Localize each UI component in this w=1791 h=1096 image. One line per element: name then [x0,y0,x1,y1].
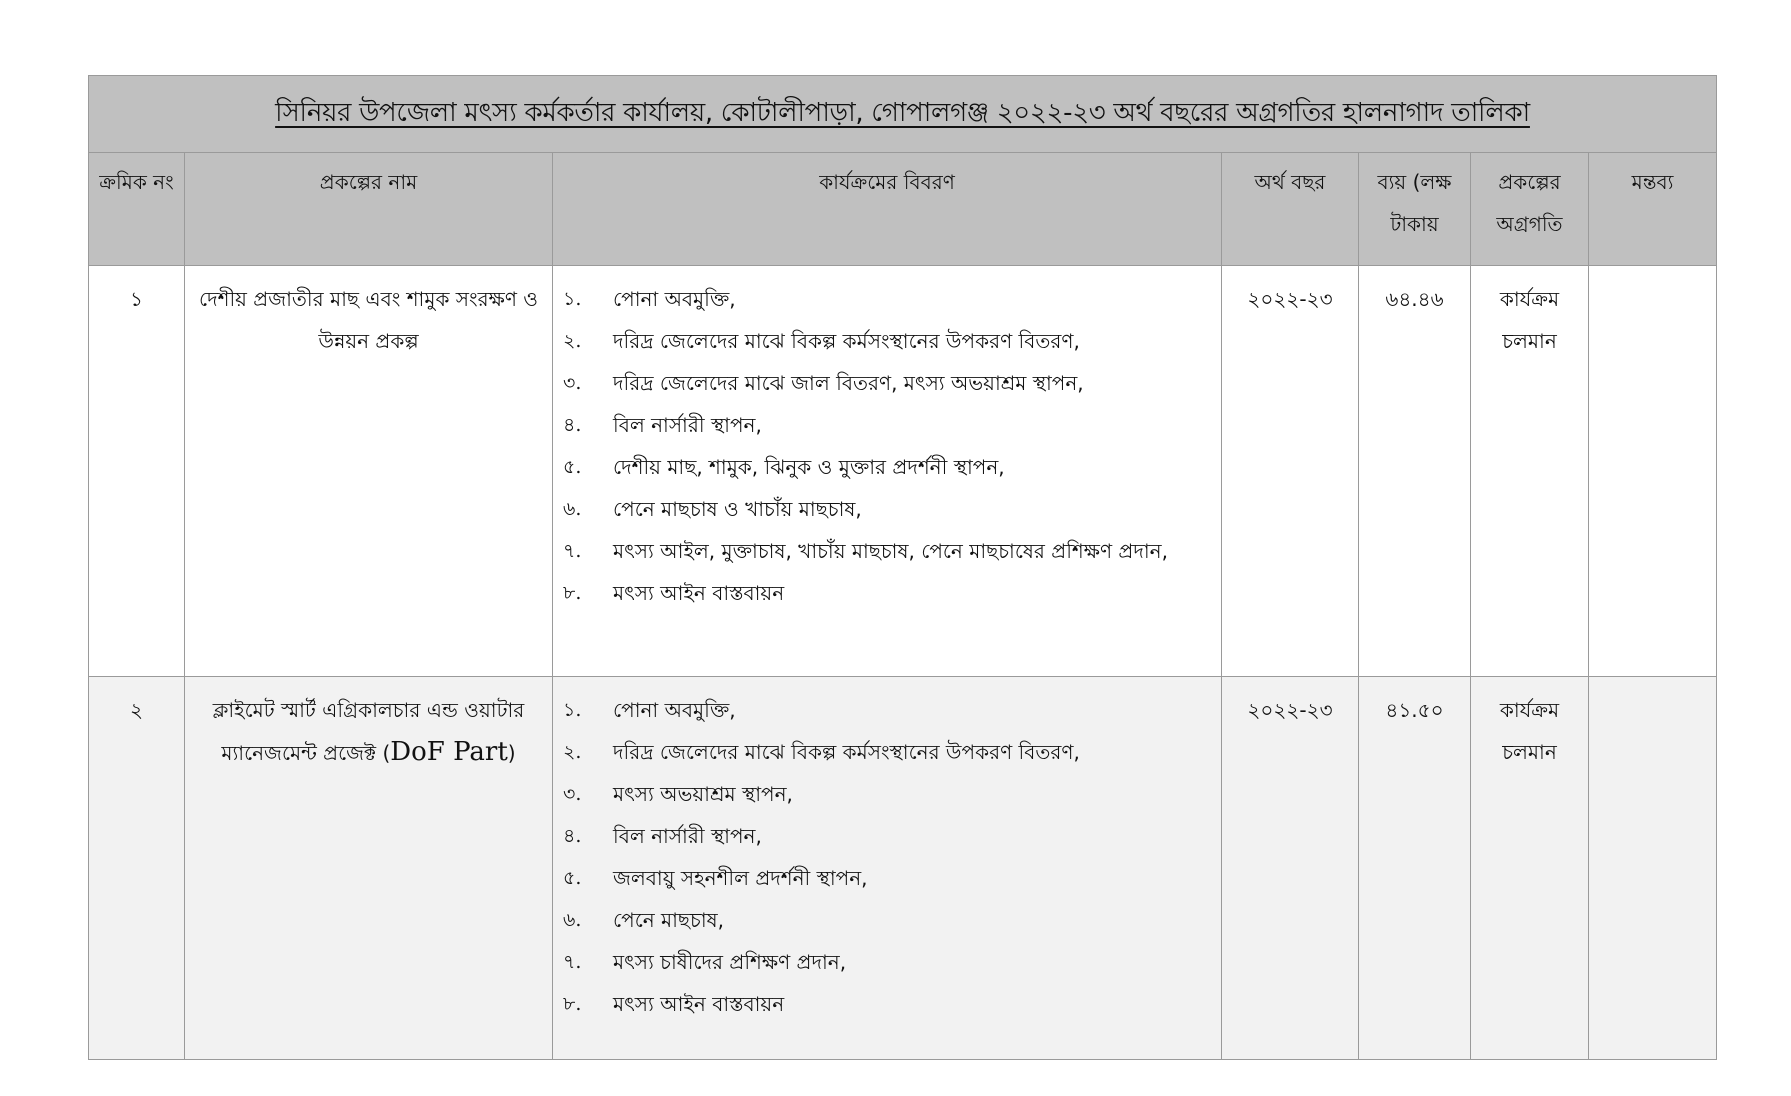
row-fiscal-year: ২০২২-২৩ [1222,677,1359,1060]
activity-item [559,689,1215,731]
project-name-close: ) [507,741,516,765]
row-fiscal-year: ২০২২-২৩ [1222,266,1359,677]
activity-item [559,404,1215,446]
activity-number: ৭. [563,540,582,562]
row-remarks [1589,266,1717,677]
activity-number: ৪. [563,414,582,436]
row-cost: ৪১.৫০ [1359,677,1471,1060]
activity-text: পেনে মাছচাষ ও খাচাঁয় মাছচাষ, [613,497,862,521]
row-activities [553,677,1222,1060]
progress-table [88,75,1717,1060]
title-row [89,76,1717,153]
activity-item [559,488,1215,530]
activity-number: ৪. [563,825,582,847]
row-project-name [185,677,553,1060]
activity-number: ২. [563,741,582,763]
row-progress: কার্যক্রম চলমান [1471,266,1589,677]
row-project-name [185,266,553,677]
project-name-text: ক্লাইমেট স্মার্ট এগ্রিকালচার এন্ড ওয়াটার ম্যানেজমেন্ট প্রজেক্ট ( [212,698,525,765]
document-title: সিনিয়র উপজেলা মৎস্য কর্মকর্তার কার্যালয়, কোটালীপাড়া, গোপালগঞ্জ ২০২২-২৩ অর্থ বছরের অগ্রগতির হালনাগাদ তালিকা [89,76,1717,153]
activity-number: ৫. [563,456,582,478]
activity-number: ৩. [563,372,582,394]
activity-number: ৫. [563,867,582,889]
activity-item [559,362,1215,404]
activity-text: জলবায়ু সহনশীল প্রদর্শনী স্থাপন, [613,866,868,890]
project-name-latin: DoF Part [390,737,508,767]
activity-item [559,899,1215,941]
activity-text: বিল নার্সারী স্থাপন, [613,824,762,848]
activity-text: মৎস্য চাষীদের প্রশিক্ষণ প্রদান, [613,950,847,974]
header-remarks: মন্তব্য [1589,153,1717,266]
activity-text: মৎস্য আইন বাস্তবায়ন [613,581,785,605]
row-cost: ৬৪.৪৬ [1359,266,1471,677]
activity-number: ৮. [563,993,582,1015]
activity-number: ৮. [563,582,582,604]
table-row [89,677,1717,1060]
row-activities [553,266,1222,677]
header-cost: ব্যয় (লক্ষ টাকায় [1359,153,1471,266]
activity-number: ১. [563,699,582,721]
activity-number: ২. [563,330,582,352]
header-row [89,153,1717,266]
activity-text: দরিদ্র জেলেদের মাঝে বিকল্প কর্মসংস্থানের উপকরণ বিতরণ, [613,329,1080,353]
activity-text: দরিদ্র জেলেদের মাঝে জাল বিতরণ, মৎস্য অভয়াশ্রম স্থাপন, [613,371,1084,395]
table-row [89,266,1717,677]
activity-text: মৎস্য আইন বাস্তবায়ন [613,992,785,1016]
activity-text: দরিদ্র জেলেদের মাঝে বিকল্প কর্মসংস্থানের উপকরণ বিতরণ, [613,740,1080,764]
activity-item [559,731,1215,773]
row-serial: ১ [89,266,185,677]
activity-number: ৭. [563,951,582,973]
activity-item [559,983,1215,1025]
row-progress: কার্যক্রম চলমান [1471,677,1589,1060]
header-project-name: প্রকল্পের নাম [185,153,553,266]
activity-list [559,689,1215,1025]
activity-item [559,857,1215,899]
activity-number: ৬. [563,498,582,520]
activity-number: ১. [563,288,582,310]
activity-text: পোনা অবমুক্তি, [613,698,736,722]
row-serial: ২ [89,677,185,1060]
activity-number: ৬. [563,909,582,931]
activity-list [559,278,1215,614]
header-serial: ক্রমিক নং [89,153,185,266]
activity-item [559,773,1215,815]
activity-text: পোনা অবমুক্তি, [613,287,736,311]
project-name-text: দেশীয় প্রজাতীর মাছ এবং শামুক সংরক্ষণ ও উন্নয়ন প্রকল্প [198,287,538,353]
activity-item [559,815,1215,857]
activity-number: ৩. [563,783,582,805]
activity-item [559,572,1215,614]
activity-text: মৎস্য আইল, মুক্তাচাষ, খাচাঁয় মাছচাষ, পেনে মাছচাষের প্রশিক্ষণ প্রদান, [613,539,1168,563]
activity-item [559,530,1215,572]
activity-item [559,278,1215,320]
header-fiscal-year: অর্থ বছর [1222,153,1359,266]
activity-item [559,320,1215,362]
activity-text: দেশীয় মাছ, শামুক, ঝিনুক ও মুক্তার প্রদর্শনী স্থাপন, [613,455,1005,479]
activity-text: বিল নার্সারী স্থাপন, [613,413,762,437]
header-activities: কার্যক্রমের বিবরণ [553,153,1222,266]
header-progress: প্রকল্পের অগ্রগতি [1471,153,1589,266]
activity-item [559,446,1215,488]
activity-text: মৎস্য অভয়াশ্রম স্থাপন, [613,782,793,806]
row-remarks [1589,677,1717,1060]
activity-item [559,941,1215,983]
activity-text: পেনে মাছচাষ, [613,908,725,932]
